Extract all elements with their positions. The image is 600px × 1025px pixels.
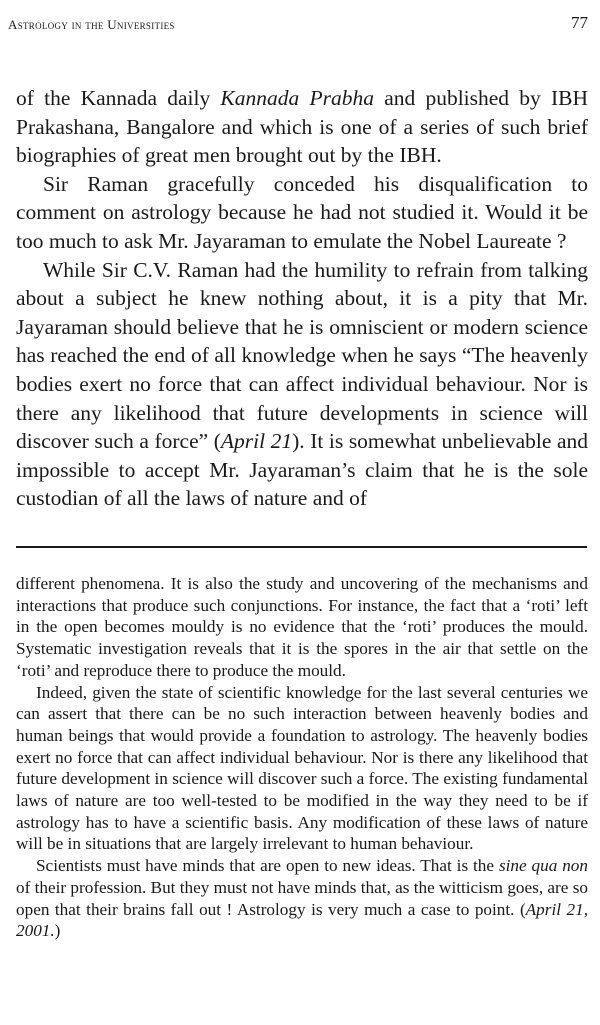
article-date: April 21, 2001.: [16, 899, 588, 941]
newspaper-title: Kannada Prabha: [220, 86, 374, 110]
quoted-paragraph-3: [16, 855, 588, 942]
running-head: Astrology in the Universities: [8, 17, 175, 32]
main-paragraph-3-text-c: ). It is somewhat unbelievable and impossible to accept Mr. Jayaraman’s claim that he is the sole custodian of all the laws of nature and of: [16, 429, 588, 511]
main-paragraph-3-text-a: While Sir C.V. Raman had the humility to refrain from talking about a subject he knew nothing about, it is a pity that Mr. Jayaraman should believe that he is omniscient or modern science has reached the end of all knowledge when he says “The heavenly bodies exert no force that can affect individual behaviour. Nor is there any likelihood that future developments in science will discover such a force” (: [16, 257, 588, 454]
main-paragraph-1-text-a: of the Kannada daily: [16, 86, 221, 110]
latin-phrase: sine qua non: [498, 856, 588, 876]
main-paragraph-3: [16, 256, 588, 513]
quoted-paragraph-3-text-e: ): [54, 921, 61, 941]
page-number: 77: [571, 13, 588, 32]
section-divider: [16, 546, 587, 548]
main-text: [16, 84, 588, 513]
quoted-paragraph-3-text-c: of their profession. But they must not have minds that, as the witticism goes, are so open that their brains fall out ! Astrology is very much a case to point. (: [16, 877, 588, 919]
main-paragraph-2: Sir Raman gracefully conceded his disqualification to comment on astrology because he had not studied it. Would it be too much to ask Mr. Jayaraman to emulate the Nobel Laureate ?: [16, 171, 588, 253]
citation-date: April 21: [220, 429, 293, 454]
quoted-paragraph-2: Indeed, given the state of scientific knowledge for the last several centuries we can assert that there can be no such interaction between heavenly bodies and human beings that would provide a foundation to astrology. The heavenly bodies exert no force that can affect individual behaviour. Nor is there any likelihood that future development in science will discover such a force. The existing fundamental laws of nature are too well-tested to be modified in the way they need to be if astrology has to have a scientific basis. Any modification of these laws of nature will be in situations that are largely irrelevant to human behaviour.: [16, 682, 588, 854]
main-paragraph-1-text-c: and published by IBH Prakashana, Bangalore and which is one of a series of such brief biographies of great men brought out by the IBH.: [16, 86, 589, 168]
quoted-article: [16, 573, 588, 942]
main-paragraph-1: [16, 84, 588, 170]
quoted-paragraph-1: different phenomena. It is also the study and uncovering of the mechanisms and interactions that produce such conjunctions. For instance, the fact that a ‘roti’ left in the open becomes mouldy is no evidence that the ‘roti’ produces the mould. Systematic investigation reveals that it is the spores in the air that settle on the ‘roti’ and reproduce there to produce the mould.: [16, 574, 588, 680]
quoted-paragraph-3-text-a: Scientists must have minds that are open to new ideas. That is the: [36, 856, 499, 876]
